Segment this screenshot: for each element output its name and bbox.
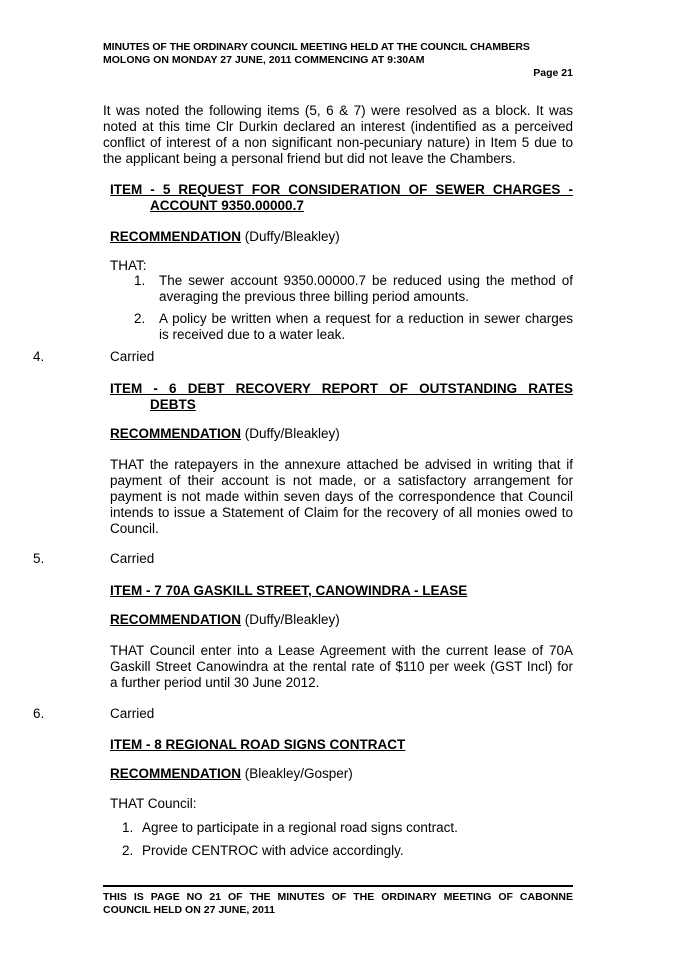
recommendation-label: RECOMMENDATION xyxy=(110,612,241,627)
item8-that: THAT Council: xyxy=(110,796,197,811)
resolution-number: 4. xyxy=(33,349,45,364)
resolution-line: payment of their account is not made, or a satisfactory arrangement for xyxy=(110,473,573,488)
item6-title xyxy=(110,381,573,413)
recommendation-movers: (Duffy/Bleakley) xyxy=(241,426,340,441)
item5-title-line-2: ACCOUNT 9350.00000.7 xyxy=(150,198,304,213)
list-item-number: 2. xyxy=(134,311,146,326)
list-item xyxy=(122,820,573,836)
item7-recommendation xyxy=(110,612,340,628)
intro-line: conflict of interest of a non significant non-pecuniary nature) in Item 5 due to xyxy=(103,135,573,150)
recommendation-label: RECOMMENDATION xyxy=(110,766,241,781)
item5-title-line-1: ITEM - 5 REQUEST FOR CONSIDERATION OF SEWER CHARGES - xyxy=(110,182,573,197)
resolution-number: 5. xyxy=(33,551,45,566)
resolution-line: Gaskill Street Canowindra at the rental rate of $110 per week (GST Incl) for xyxy=(110,659,573,674)
item5-recommendation xyxy=(110,229,340,245)
list-item-line: A policy be written when a request for a reduction in sewer charges xyxy=(159,311,573,326)
item8-recommendation xyxy=(110,766,353,782)
resolution-line: THAT the ratepayers in the annexure attached be advised in writing that if xyxy=(110,457,573,472)
list-item-text xyxy=(159,273,573,305)
list-item-line: averaging the previous three billing period amounts. xyxy=(159,289,469,304)
item6-title-line-2: DEBTS xyxy=(150,397,196,412)
list-item-number: 2. xyxy=(122,843,134,858)
footer-line-1: THIS IS PAGE NO 21 OF THE MINUTES OF THE ORDINARY MEETING OF CABONNE xyxy=(103,891,573,903)
carried-label: Carried xyxy=(110,551,155,566)
header-line-2: MOLONG ON MONDAY 27 JUNE, 2011 COMMENCING AT 9:30AM xyxy=(103,54,425,66)
recommendation-movers: (Duffy/Bleakley) xyxy=(241,229,340,244)
resolution-line: Council. xyxy=(110,521,159,536)
list-item-line: The sewer account 9350.00000.7 be reduced using the method of xyxy=(159,273,573,288)
resolution-line: intends to issue a Statement of Claim for the recovery of all monies owed to xyxy=(110,505,573,520)
item6-resolution-text xyxy=(110,457,573,537)
resolution-number: 6. xyxy=(33,706,45,721)
list-item-text: Agree to participate in a regional road signs contract. xyxy=(142,820,458,835)
carried-label: Carried xyxy=(110,349,155,364)
list-item-number: 1. xyxy=(122,820,134,835)
page-number: Page 21 xyxy=(533,67,573,79)
recommendation-label: RECOMMENDATION xyxy=(110,229,241,244)
resolution-line: THAT Council enter into a Lease Agreement with the current lease of 70A xyxy=(110,643,573,658)
intro-line: It was noted the following items (5, 6 & 7) were resolved as a block. It was xyxy=(103,103,573,118)
item5-title xyxy=(110,182,573,214)
resolution-line: payment is not made within seven days of the correspondence that Council xyxy=(110,489,573,504)
resolution-line: a further period until 30 June 2012. xyxy=(110,675,320,690)
page-header xyxy=(103,41,573,67)
intro-line: the applicant being a personal friend but did not leave the Chambers. xyxy=(103,151,516,166)
recommendation-movers: (Bleakley/Gosper) xyxy=(241,766,353,781)
list-item xyxy=(134,311,573,343)
header-line-1: MINUTES OF THE ORDINARY COUNCIL MEETING HELD AT THE COUNCIL CHAMBERS xyxy=(103,41,530,53)
carried-label: Carried xyxy=(110,706,155,721)
recommendation-label: RECOMMENDATION xyxy=(110,426,241,441)
list-item-line: is received due to a water leak. xyxy=(159,327,346,342)
list-item xyxy=(122,843,573,859)
item5-that: THAT: xyxy=(110,258,147,273)
item6-recommendation xyxy=(110,426,340,442)
footer-line-2: COUNCIL HELD ON 27 JUNE, 2011 xyxy=(103,904,275,916)
list-item-text xyxy=(159,311,573,343)
list-item xyxy=(134,273,573,305)
recommendation-movers: (Duffy/Bleakley) xyxy=(241,612,340,627)
item7-title: ITEM - 7 70A GASKILL STREET, CANOWINDRA - LEASE xyxy=(110,583,468,598)
page-footer xyxy=(103,891,573,917)
item7-resolution-text xyxy=(110,643,573,691)
intro-line: noted at this time Clr Durkin declared an interest (indentified as a perceived xyxy=(103,119,573,134)
item8-title: ITEM - 8 REGIONAL ROAD SIGNS CONTRACT xyxy=(110,737,406,752)
list-item-number: 1. xyxy=(134,273,146,288)
footer-rule xyxy=(103,885,573,887)
item6-title-line-1: ITEM - 6 DEBT RECOVERY REPORT OF OUTSTANDING RATES xyxy=(110,381,573,396)
list-item-text: Provide CENTROC with advice accordingly. xyxy=(142,843,404,858)
intro-paragraph xyxy=(103,103,573,167)
